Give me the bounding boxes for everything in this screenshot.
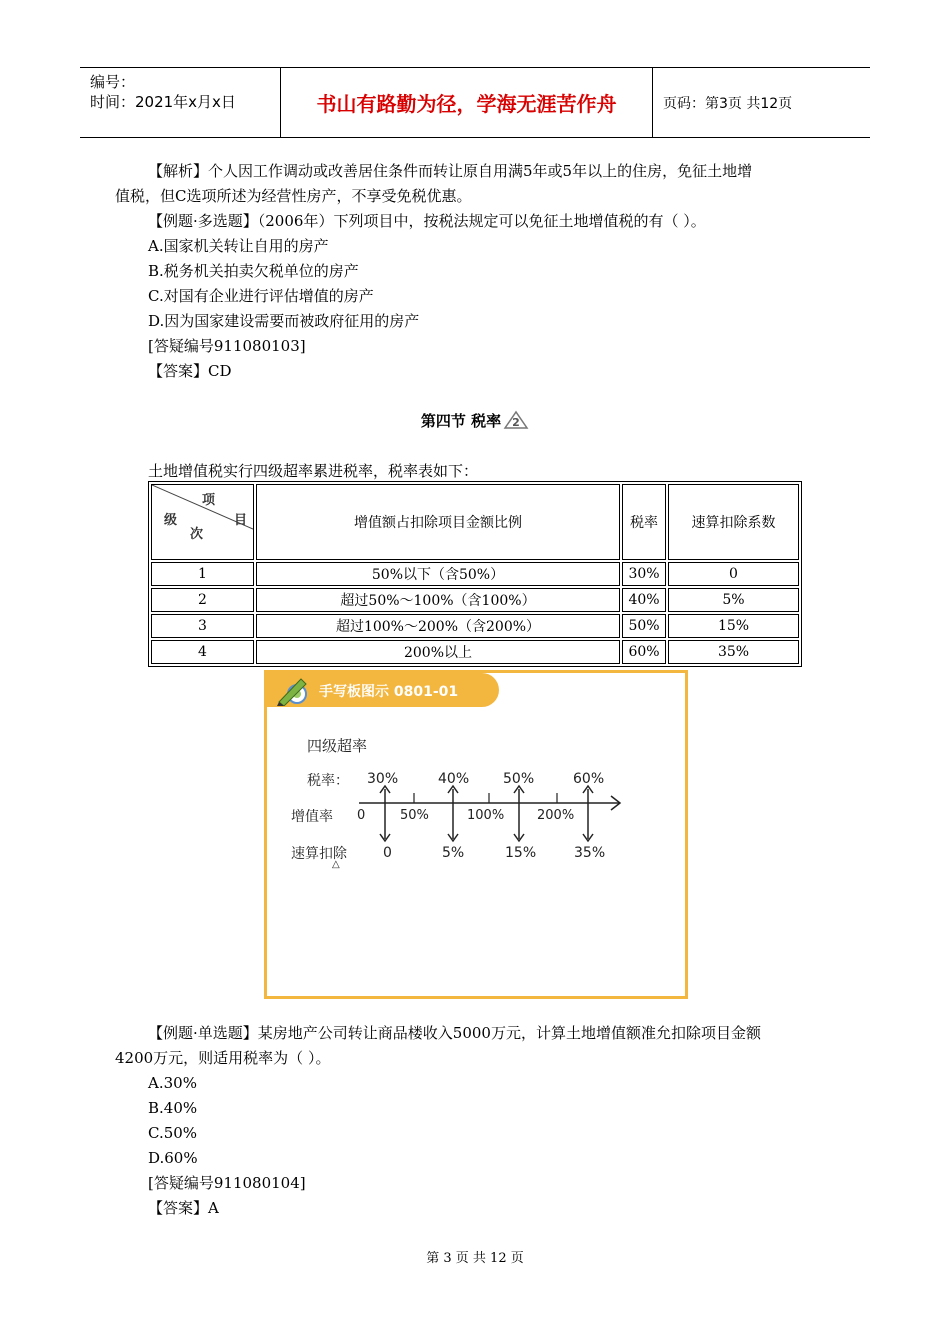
cell-deduction: 0 xyxy=(668,562,799,586)
example1-option-c: C.对国有企业进行评估增值的房产 xyxy=(148,287,374,305)
header-rate: 税率 xyxy=(622,484,666,560)
header-motto: 书山有路勤为径，学海无涯苦作舟 xyxy=(281,68,653,137)
cell-ratio: 50%以下（含50%） xyxy=(256,562,620,586)
cell-deduction: 15% xyxy=(668,614,799,638)
cell-rate: 60% xyxy=(622,640,666,664)
cell-level: 3 xyxy=(151,614,254,638)
table-row xyxy=(151,640,799,664)
cell-rate: 40% xyxy=(622,588,666,612)
cell-ratio: 超过100%～200%（含200%） xyxy=(256,614,620,638)
cell-level: 4 xyxy=(151,640,254,664)
example2-question-1: 【例题·单选题】某房地产公司转让商品楼收入5000万元，计算土地增值额准允扣除项目金额 xyxy=(148,1024,761,1042)
page-footer: 第 3 页 共 12 页 xyxy=(426,1251,524,1266)
corner-bottom: 次 xyxy=(190,527,204,542)
example2-answer: 【答案】A xyxy=(148,1199,219,1217)
board-title: 手写板图示 0801-01 xyxy=(319,684,459,700)
axis-zero: 0 xyxy=(357,808,366,823)
deduction-label: 速算扣除 xyxy=(291,846,347,862)
example1-question: 【例题·多选题】（2006年）下列项目中，按税法规定可以免征土地增值税的有（ ）。 xyxy=(148,212,706,230)
cell-rate: 50% xyxy=(622,614,666,638)
cell-deduction: 5% xyxy=(668,588,799,612)
example1-option-d: D.因为国家建设需要而被政府征用的房产 xyxy=(148,312,420,330)
cell-ratio: 200%以上 xyxy=(256,640,620,664)
svg-text:2: 2 xyxy=(512,416,520,429)
cell-level: 1 xyxy=(151,562,254,586)
number-label: 编号： xyxy=(90,73,136,91)
rate-60: 60% xyxy=(573,771,605,787)
header-ratio: 增值额占扣除项目金额比例 xyxy=(256,484,620,560)
rate-30: 30% xyxy=(367,771,399,787)
level-badge-icon xyxy=(503,410,529,434)
table-row xyxy=(151,614,799,638)
deduction-0: 0 xyxy=(383,845,392,861)
delta-icon: △ xyxy=(332,859,340,870)
example1-query-no: [答疑编号911080103] xyxy=(148,337,306,355)
rate-intro: 土地增值税实行四级超率累进税率，税率表如下： xyxy=(148,462,479,480)
example2-option-c: C.50% xyxy=(148,1124,198,1142)
board-title-tab xyxy=(267,673,499,707)
table-row xyxy=(151,562,799,586)
example1-option-b: B.税务机关拍卖欠税单位的房产 xyxy=(148,262,359,280)
axis-100: 100% xyxy=(467,808,505,823)
table-row xyxy=(151,588,799,612)
pen-icon xyxy=(275,676,313,710)
corner-top: 项 xyxy=(202,493,216,508)
deduction-15: 15% xyxy=(505,845,537,861)
section-title xyxy=(0,410,950,434)
rate-table xyxy=(148,481,802,667)
example2-query-no: [答疑编号911080104] xyxy=(148,1174,306,1192)
rate-50: 50% xyxy=(503,771,535,787)
cell-rate: 30% xyxy=(622,562,666,586)
example2-option-b: B.40% xyxy=(148,1099,198,1117)
time-label: 时间：2021年x月x日 xyxy=(90,93,236,111)
document-header xyxy=(80,67,870,138)
example2-option-a: A.30% xyxy=(148,1074,197,1092)
value-rate-label: 增值率 xyxy=(291,809,333,825)
example1-answer: 【答案】CD xyxy=(148,362,232,380)
cell-deduction: 35% xyxy=(668,640,799,664)
analysis-line-1: 【解析】个人因工作调动或改善居住条件而转让原自用满5年或5年以上的住房，免征土地增 xyxy=(148,162,753,180)
section-title-text: 第四节 税率 xyxy=(420,412,502,430)
cell-level: 2 xyxy=(151,588,254,612)
deduction-35: 35% xyxy=(574,845,606,861)
example1-option-a: A.国家机关转让自用的房产 xyxy=(148,237,329,255)
rate-40: 40% xyxy=(438,771,470,787)
rate-label: 税率： xyxy=(307,773,349,789)
analysis-line-2: 值税，但C选项所述为经营性房产，不享受免税优惠。 xyxy=(115,187,472,205)
header-deduction: 速算扣除系数 xyxy=(668,484,799,560)
deduction-5: 5% xyxy=(442,845,465,861)
header-meta xyxy=(80,68,281,137)
corner-right: 目 xyxy=(234,513,248,528)
example2-question-2: 4200万元，则适用税率为（ ）。 xyxy=(115,1049,331,1067)
handwriting-board xyxy=(264,670,688,999)
cell-ratio: 超过50%～100%（含100%） xyxy=(256,588,620,612)
table-corner-cell xyxy=(151,484,254,560)
corner-left: 级 xyxy=(164,513,178,528)
rate-table-header xyxy=(151,484,799,560)
axis-50: 50% xyxy=(400,808,429,823)
axis-200: 200% xyxy=(537,808,575,823)
header-page-info: 页码：第3页 共12页 xyxy=(663,95,793,112)
board-heading: 四级超率 xyxy=(307,737,368,755)
example2-option-d: D.60% xyxy=(148,1149,198,1167)
